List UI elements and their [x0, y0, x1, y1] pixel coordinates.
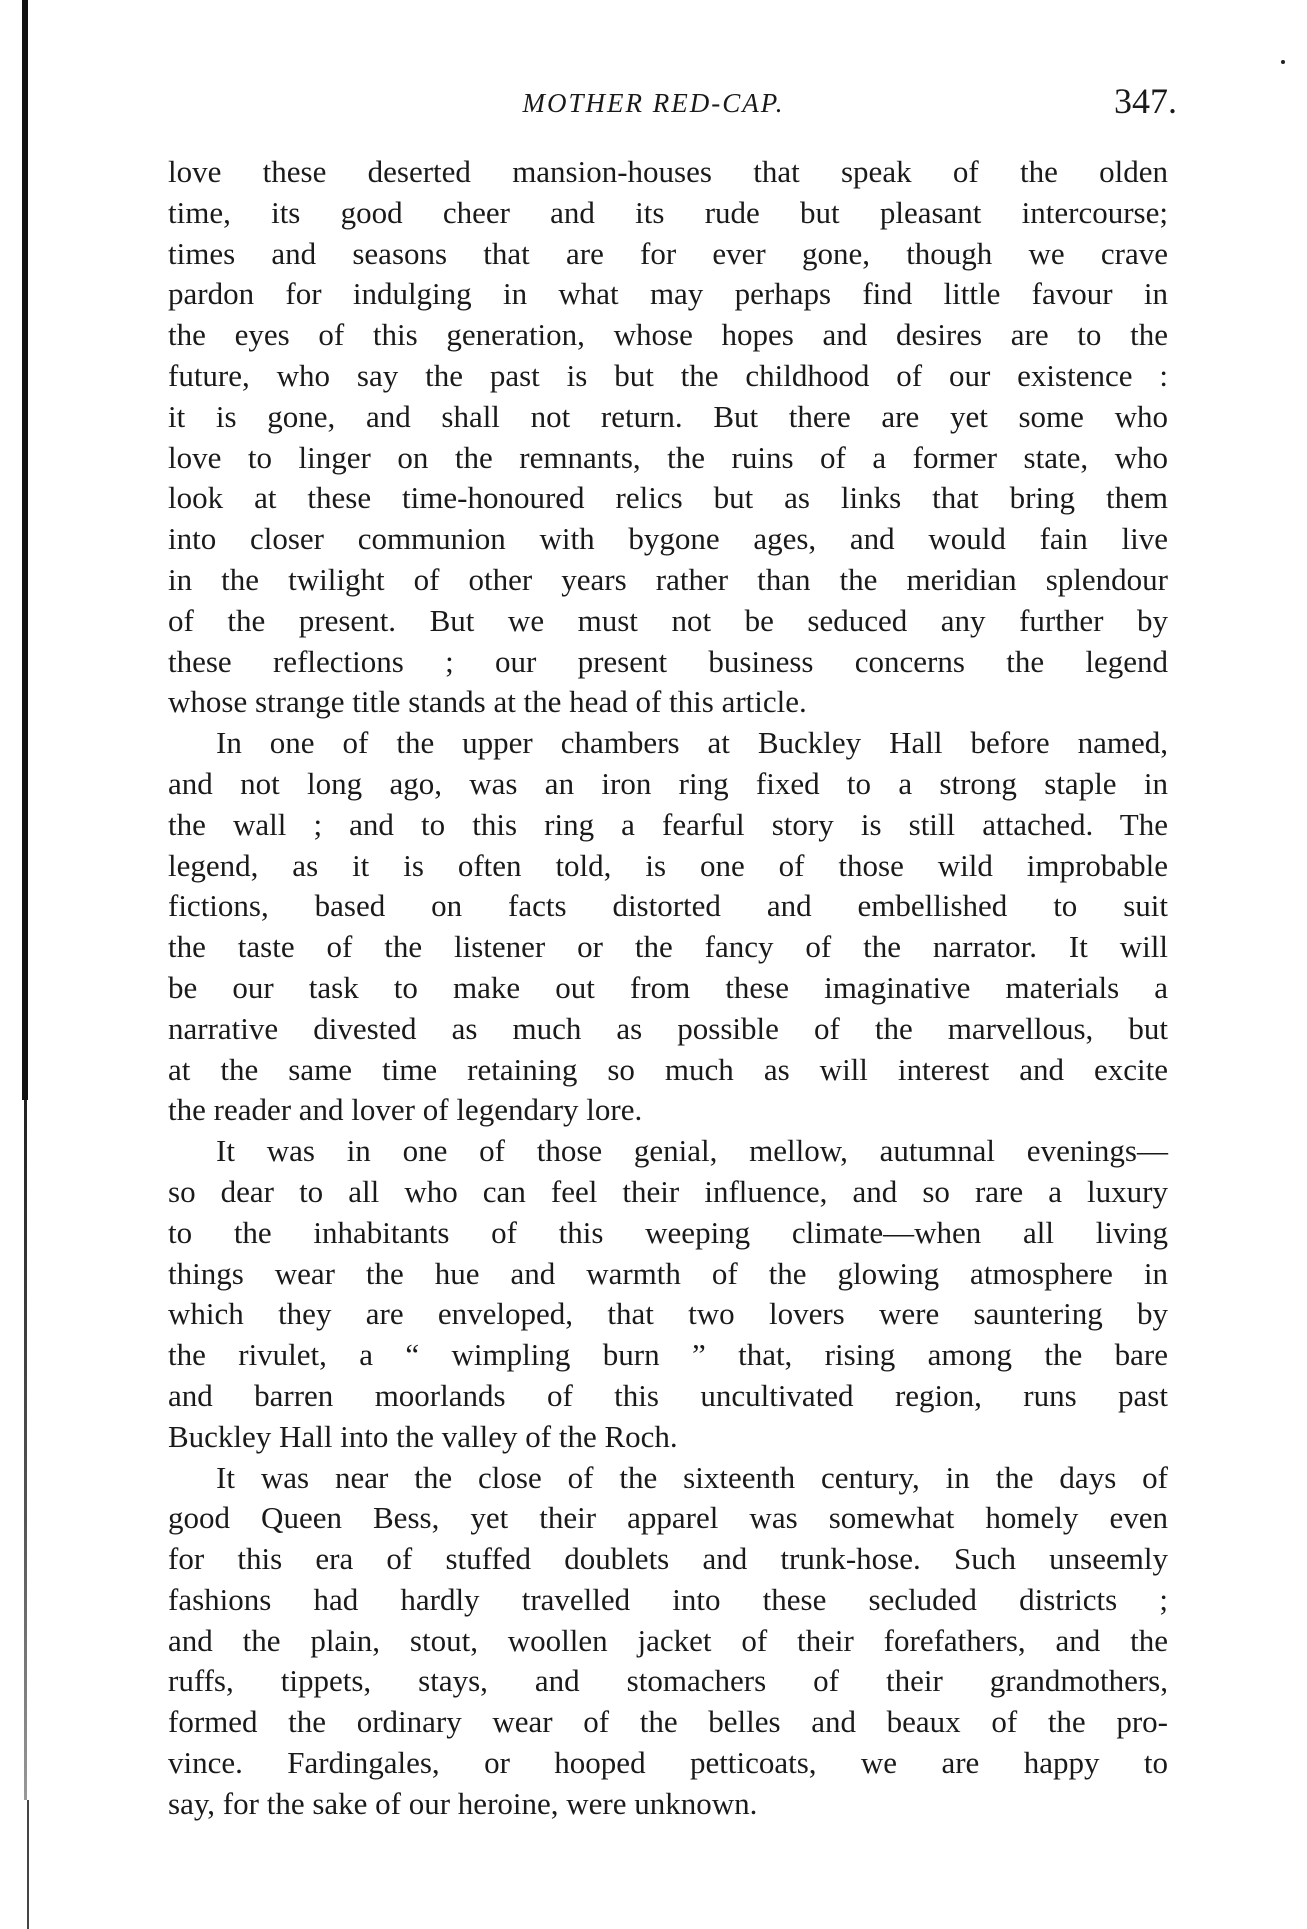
scan-speck	[1281, 60, 1285, 64]
text-line: In one of the upper chambers at Buckley Hall before named,	[216, 725, 1168, 761]
text-line: which they are enveloped, that two lovers were sauntering by	[168, 1296, 1168, 1332]
text-line: to the inhabitants of this weeping climate—when all living	[168, 1214, 1168, 1250]
text-line: in the twilight of other years rather than the meridian splendour	[168, 561, 1168, 597]
text-line: at the same time retaining so much as will interest and excite	[168, 1051, 1168, 1087]
paragraph	[168, 1458, 1168, 1825]
binding-edge	[22, 0, 28, 1100]
text-line: look at these time-honoured relics but as links that bring them	[168, 480, 1168, 516]
paragraph	[168, 152, 1168, 723]
text-line: whose strange title stands at the head of this article.	[168, 684, 807, 720]
text-line: into closer communion with bygone ages, and would fain live	[168, 521, 1168, 557]
text-line: Buckley Hall into the valley of the Roch.	[168, 1418, 678, 1454]
text-line: vince. Fardingales, or hooped petticoats, we are happy to	[168, 1745, 1168, 1781]
text-line: and barren moorlands of this uncultivated region, runs past	[168, 1377, 1168, 1413]
text-line: things wear the hue and warmth of the glowing atmosphere in	[168, 1255, 1168, 1291]
running-header	[0, 80, 1307, 130]
text-line: It was in one of those genial, mellow, autumnal evenings—	[216, 1133, 1168, 1169]
text-line: it is gone, and shall not return. But there are yet some who	[168, 398, 1168, 434]
text-line: future, who say the past is but the childhood of our existence :	[168, 357, 1168, 393]
text-line: love these deserted mansion-houses that speak of the olden	[168, 154, 1168, 189]
text-line: the eyes of this generation, whose hopes and desires are to the	[168, 317, 1168, 353]
text-line: of the present. But we must not be seduced any further by	[168, 602, 1168, 638]
paragraph	[168, 1131, 1168, 1457]
text-line: pardon for indulging in what may perhaps find little favour in	[168, 276, 1168, 312]
page-number: 347.	[1114, 81, 1177, 121]
text-line: the rivulet, a “ wimpling burn ” that, rising among the bare	[168, 1337, 1168, 1373]
running-title: MOTHER RED-CAP.	[522, 88, 785, 118]
text-line: time, its good cheer and its rude but pleasant intercourse;	[168, 194, 1168, 230]
text-line: love to linger on the remnants, the ruins of a former state, who	[168, 439, 1168, 475]
text-line: the wall ; and to this ring a fearful story is still attached. The	[168, 806, 1168, 842]
text-line: formed the ordinary wear of the belles and beaux of the pro-	[168, 1704, 1168, 1740]
text-line: these reflections ; our present business concerns the legend	[168, 643, 1168, 679]
text-line: say, for the sake of our heroine, were unknown.	[168, 1785, 758, 1821]
text-line: good Queen Bess, yet their apparel was somewhat homely even	[168, 1500, 1168, 1536]
text-line: It was near the close of the sixteenth century, in the days of	[216, 1459, 1168, 1495]
text-line: the taste of the listener or the fancy of the narrator. It will	[168, 929, 1168, 965]
paragraph	[168, 723, 1168, 1131]
text-line: so dear to all who can feel their influence, and so rare a luxury	[168, 1173, 1168, 1209]
binding-edge-shadow	[24, 1100, 27, 1800]
text-line: and the plain, stout, woollen jacket of their forefathers, and the	[168, 1622, 1168, 1658]
text-line: times and seasons that are for ever gone, though we crave	[168, 235, 1168, 271]
binding-edge-tail	[27, 1800, 29, 1929]
text-line: fashions had hardly travelled into these secluded districts ;	[168, 1581, 1168, 1617]
text-line: be our task to make out from these imaginative materials a	[168, 969, 1168, 1005]
text-line: fictions, based on facts distorted and embellished to suit	[168, 888, 1168, 924]
text-line: legend, as it is often told, is one of those wild improbable	[168, 847, 1168, 883]
text-line: ruffs, tippets, stays, and stomachers of their grandmothers,	[168, 1663, 1168, 1699]
body-text	[168, 152, 1168, 1825]
text-line: for this era of stuffed doublets and trunk-hose. Such unseemly	[168, 1541, 1168, 1577]
text-line: the reader and lover of legendary lore.	[168, 1092, 643, 1128]
text-line: narrative divested as much as possible of the marvellous, but	[168, 1010, 1168, 1046]
text-line: and not long ago, was an iron ring fixed to a strong staple in	[168, 765, 1168, 801]
